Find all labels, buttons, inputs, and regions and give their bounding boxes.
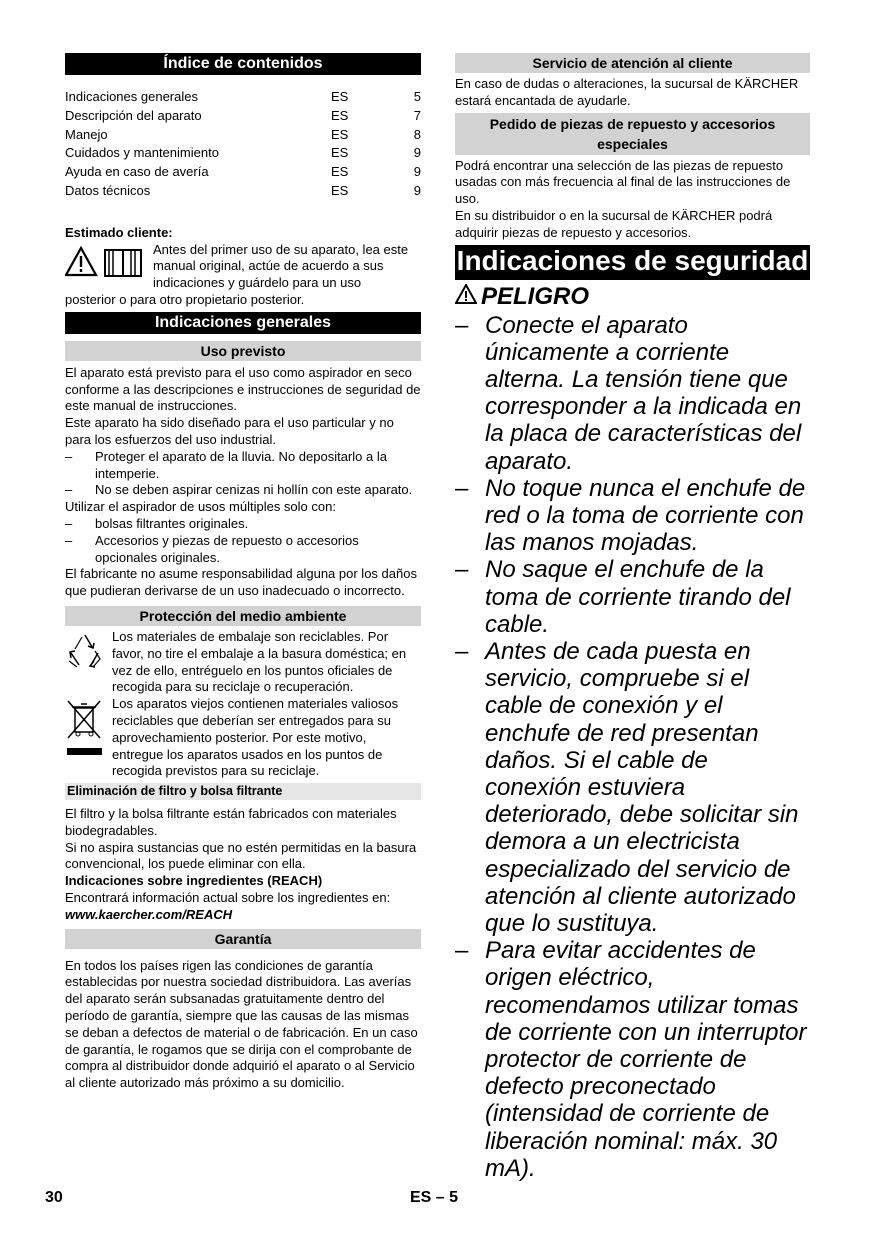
list-item: – Accesorios y piezas de repuesto o accesorios opcionales originales. <box>65 532 359 565</box>
toc-row: Cuidados y mantenimiento ES 9 <box>65 145 421 161</box>
recycling-icon <box>65 629 112 696</box>
safety-item: – Para evitar accidentes de origen eléctrico, recomendamos utilizar tomas de corriente con un interruptor protector de corriente de defecto preconectado (intensidad de corriente de liberación nominal: máx. 30 mA). <box>455 937 807 1182</box>
list-item: – No se deben aspirar cenizas ni hollín con este aparato. <box>65 482 413 498</box>
safety-item: – Conecte el aparato únicamente a corriente alterna. La tensión tiene que corresponder a la indicada en la placa de características del aparato. <box>455 311 802 475</box>
use-title: Uso previsto <box>65 341 421 361</box>
env-weee <box>65 696 421 780</box>
left-column <box>65 53 421 1092</box>
env-p1: Los materiales de embalaje son reciclables. Por favor, no tire el embalaje a la basura doméstica; en vez de ello, entréguelo en los puntos oficiales de recogida para su reciclaje o recuperación. <box>112 628 407 695</box>
danger-heading <box>455 282 810 312</box>
use-p4: El fabricante no asume responsabilidad alguna por los daños que pudieran derivarse de un uso inadecuado o incorrecto. <box>65 566 417 599</box>
parts-p1: Podrá encontrar una selección de las piezas de repuesto usadas con más frecuencia al final de las instrucciones de uso. <box>455 157 791 207</box>
use-p2: Este aparato ha sido diseñado para el uso particular y no para los esfuerzos del uso industrial. <box>65 415 394 447</box>
filter-p2: Si no aspira sustancias que no estén permitidas en la basura convencional, los puede eliminar con ella. <box>65 839 417 872</box>
warning-manual-icon <box>65 242 153 292</box>
parts-title: Pedido de piezas de repuesto y accesorios especiales <box>455 113 810 155</box>
filter-p3: Encontrará información actual sobre los ingredientes en: <box>65 890 391 906</box>
reach-heading: Indicaciones sobre ingredientes (REACH) <box>65 873 323 889</box>
general-title: Indicaciones generales <box>65 312 421 334</box>
danger-label: PELIGRO <box>481 282 590 310</box>
customer-notice <box>65 242 421 292</box>
customer-text-1: Antes del primer uso de su aparato, lea este manual original, actúe de acuerdo a sus indicaciones y guárdelo para un uso <box>153 241 409 291</box>
parts-p2: En su distribuidor o en la sucursal de KÄRCHER podrá adquirir piezas de repuesto y accesorios. <box>455 207 773 240</box>
crossed-bin-icon <box>65 696 112 780</box>
toc-row: Indicaciones generales ES 5 <box>65 89 421 104</box>
customer-text-2: posterior o para otro propietario posterior. <box>65 291 305 307</box>
toc-row: Ayuda en caso de avería ES 9 <box>65 164 421 180</box>
warning-icon <box>455 282 481 312</box>
warranty-title: Garantía <box>65 929 421 949</box>
page-number: 30 <box>45 1189 63 1206</box>
section-page: ES – 5 <box>410 1189 459 1206</box>
filter-title: Eliminación de filtro y bolsa filtrante <box>65 783 421 800</box>
env-p2: Los aparatos viejos contienen materiales valiosos reciclables que deberían ser entregados para su aprovechamiento posterior. Por este motivo, entregue los aparatos usados en los puntos de recogida previstos para su reciclaje. <box>112 696 399 779</box>
service-p1: En caso de dudas o alteraciones, la sucursal de KÄRCHER estará encantada de ayudarle. <box>455 76 799 108</box>
use-p1: El aparato está previsto para el uso como aspirador en seco conforme a las descripciones e instrucciones de seguridad de este manual de instrucciones. <box>65 364 421 414</box>
customer-heading: Estimado cliente: <box>65 224 173 240</box>
reach-url[interactable]: www.kaercher.com/REACH <box>65 906 233 922</box>
toc-row: Manejo ES 8 <box>65 126 421 142</box>
toc-row: Descripción del aparato ES 7 <box>65 107 421 123</box>
right-column <box>455 53 810 1182</box>
toc-row: Datos técnicos ES 9 <box>65 182 421 198</box>
warranty-p1: En todos los países rigen las condiciones de garantía establecidas por nuestra sociedad distribuidora. Las averías del aparato serán subsanadas gratuitamente dentro del período de garantía, siempre que las causas de las mismas se deban a defectos de material o de fabricación. En un caso de garantía, le rogamos que se dirija con el comprobante de compra al distribuidor donde adquirió el aparato o al Servicio al cliente autorizado más próximo a su domicilio. <box>65 957 418 1091</box>
safety-title: Indicaciones de seguridad <box>455 245 810 280</box>
env-recycling <box>65 629 421 696</box>
filter-p1: El filtro y la bolsa filtrante están fabricados con materiales biodegradables. <box>65 806 397 838</box>
list-item: – bolsas filtrantes originales. <box>65 515 249 531</box>
safety-item: – Antes de cada puesta en servicio, compruebe si el cable de conexión y el enchufe de red presentan daños. Si el cable de conexión estuviera deteriorado, debe solicitar sin demora a un electricista especializado del servicio de atención al cliente autorizado que lo sustituya. <box>455 638 799 938</box>
list-item: – Proteger el aparato de la lluvia. No depositarlo a la intemperie. <box>65 448 387 481</box>
safety-item: – No saque el enchufe de la toma de corriente tirando del cable. <box>455 556 791 638</box>
service-title: Servicio de atención al cliente <box>455 53 810 73</box>
use-p3: Utilizar el aspirador de usos múltiples solo con: <box>65 499 336 515</box>
safety-item: – No toque nunca el enchufe de red o la toma de corriente con las manos mojadas. <box>455 474 806 557</box>
env-title: Protección del medio ambiente <box>65 606 421 626</box>
toc-title: Índice de contenidos <box>65 53 421 75</box>
toc-list <box>65 88 421 201</box>
